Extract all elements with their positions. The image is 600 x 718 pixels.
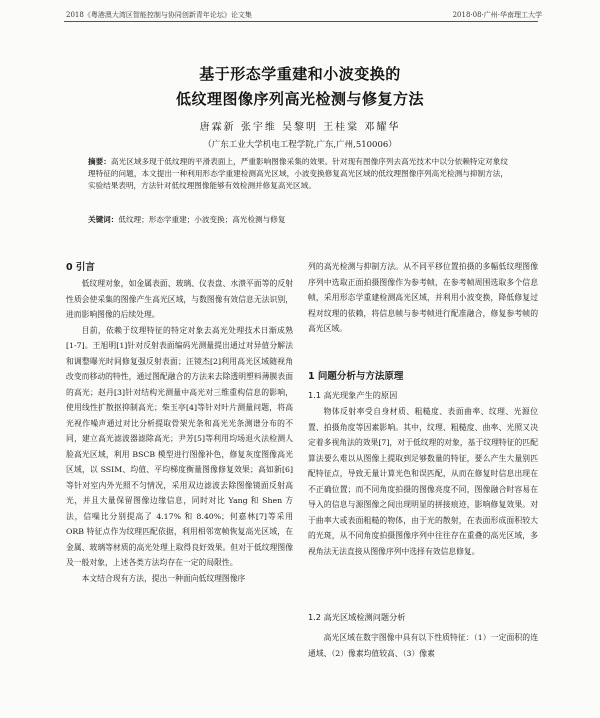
section-heading-1: 1 问题分析与方法原理 <box>308 371 404 382</box>
right-column-bottom <box>308 630 538 661</box>
abstract-text: 高光区域多现于低纹理的平滑表面上，严重影响图像采集的效果。针对现有图像序列去高光技术中以分依赖特定对象纹理特征的问题，本文提出一种利用形态学重建检测高光区域，小波变换修复高光区域的低纹理图像序列高光检测与抑制方法，实验结果表明，方法针对低纹理图像能够有效检测并修复高光区域。 <box>88 157 509 191</box>
body-paragraph: 低纹理对象，如金属表面、玻璃、仪表盘、水溃平面等的反射性质会使采集的图像产生高光区域，与数图像有效信息无法识别，进而影响图像的后续处理。 <box>66 279 293 319</box>
body-paragraph: 高光区域在数字图像中具有以下性质特征：（1）一定面积的连通域、（2）像素均值较高、（3）像素 <box>308 633 538 658</box>
running-header-right: 2018·08·广州·华南理工大学 <box>452 11 542 19</box>
body-paragraph: 本文结合现有方法，提出一种面向低纹理图像序 <box>81 573 246 583</box>
abstract-label: 摘要： <box>88 157 111 166</box>
keywords <box>88 214 508 225</box>
paper-title-line-1: 基于形态学重建和小波变换的 <box>199 65 401 83</box>
right-column-top <box>308 259 538 337</box>
left-column <box>66 276 293 586</box>
section-heading-introduction: 0 引言 <box>66 262 95 273</box>
right-column-middle <box>308 404 538 559</box>
body-paragraph: 物体反射率受自身材质、粗糙度、表面曲率、纹理、光源位置、拍摄角度等因素影响。其中，纹理、粗糙度、曲率、光照又决定着多视角法的效果[7]，对于低纹理的对象，基于纹理特征的匹配算法要么难以从图像上提取到足够数量的特征，要么产生大量别匹配特征点，导致无量计算光色和误匹配，从而在修复时信息出现在不正确位置；而不同角度拍摄的图像亮度不同，图像融合时容易在导入的信息与源图像之间出现明显的拼接痕迹，影响修复效果。对于曲率大或表面粗糙的物体，由于光的散射，在表面形成面积较大的光斑，从不同角度拍摄图像序列中往往存在重叠的高光区域，多视角法无法直接从图像序列中选择有效信息修复。 <box>308 407 538 556</box>
abstract <box>88 156 508 193</box>
header-rule <box>64 21 538 22</box>
running-header-left: 2018《粤港澳大湾区智能控制与协同创新青年论坛》论文集 <box>66 11 252 19</box>
subsection-heading-1-1: 1.1 高光现象产生的原因 <box>308 390 398 400</box>
paper-title-line-2: 低纹理图像序列高光检测与修复方法 <box>175 90 424 108</box>
author-list: 唐霖新 张宇维 吴黎明 王桂棠 邓耀华 <box>199 122 401 133</box>
subsection-heading-1-2: 1.2 高光区域检测问题分析 <box>308 612 406 622</box>
keywords-label: 关键词： <box>88 215 119 224</box>
body-paragraph-continued: 列的高光检测与抑制方法。从不同平移位置拍摄的多幅低纹理图像序列中选取正面拍摄图像作为参考帧，在参考帧周围选取多个信息帧，采用形态学重建检测高光区域，并利用小波变换，降低修复过程对纹理的依赖，将信息帧与参考帧进行配准融合，修复参考帧的高光区域。 <box>308 262 538 333</box>
keywords-text: 低纹理；形态学重建；小波变换；高光检测与修复 <box>118 215 286 224</box>
body-paragraph: 目前，依赖于纹理特征的特定对象去高光处理技术日渐成熟[1-7]。王旭明[1]针对反射表面编码光测量提出通过对异值分解法和调整曝光时间修复强反射表面；汪镜杰[2]利用高光区域随视角改变而移动的特性，通过图配融合的方法来去除透明塑料薄膜表面的高光；赵丹[3]针对结构光测量中高光对三维重构信息的影响，使用线性扩散抠抑制高光；柴玉亭[4]等针对叶片测量问题，将高光视作噪声通过对比分析提取骨架光条和高光光条测谱分布的不同，建立高光滤波器滤除高光；尹芳[5]等利用均场退火法检测人脸高光区域，利用 BSCB 模型进行图像补色，修复灰度图像高光区域，以 SSIM、均值、平均梯度衡量图像修复效果；高如新[6]等针对室内外光照不匀情况，采用双边滤波去除图像镜面反射高光，并且大量保留图像边缘信息，同时对比 Yang 和 Shen 方法，信噪比分别提高了 4.17% 和 8.40%；何嘉林[7]等采用 ORB 特征点作为纹理匹配依据，利用相邻宽帧恢复高光区域，在金属、玻璃等材质的高光处理上取得良好效果。但对于低纹理图像及一般对象，上述各类方法均存在一定的局限性。 <box>66 325 293 567</box>
affiliation: （广东工业大学机电工程学院,广东,广州,510006） <box>203 140 397 150</box>
